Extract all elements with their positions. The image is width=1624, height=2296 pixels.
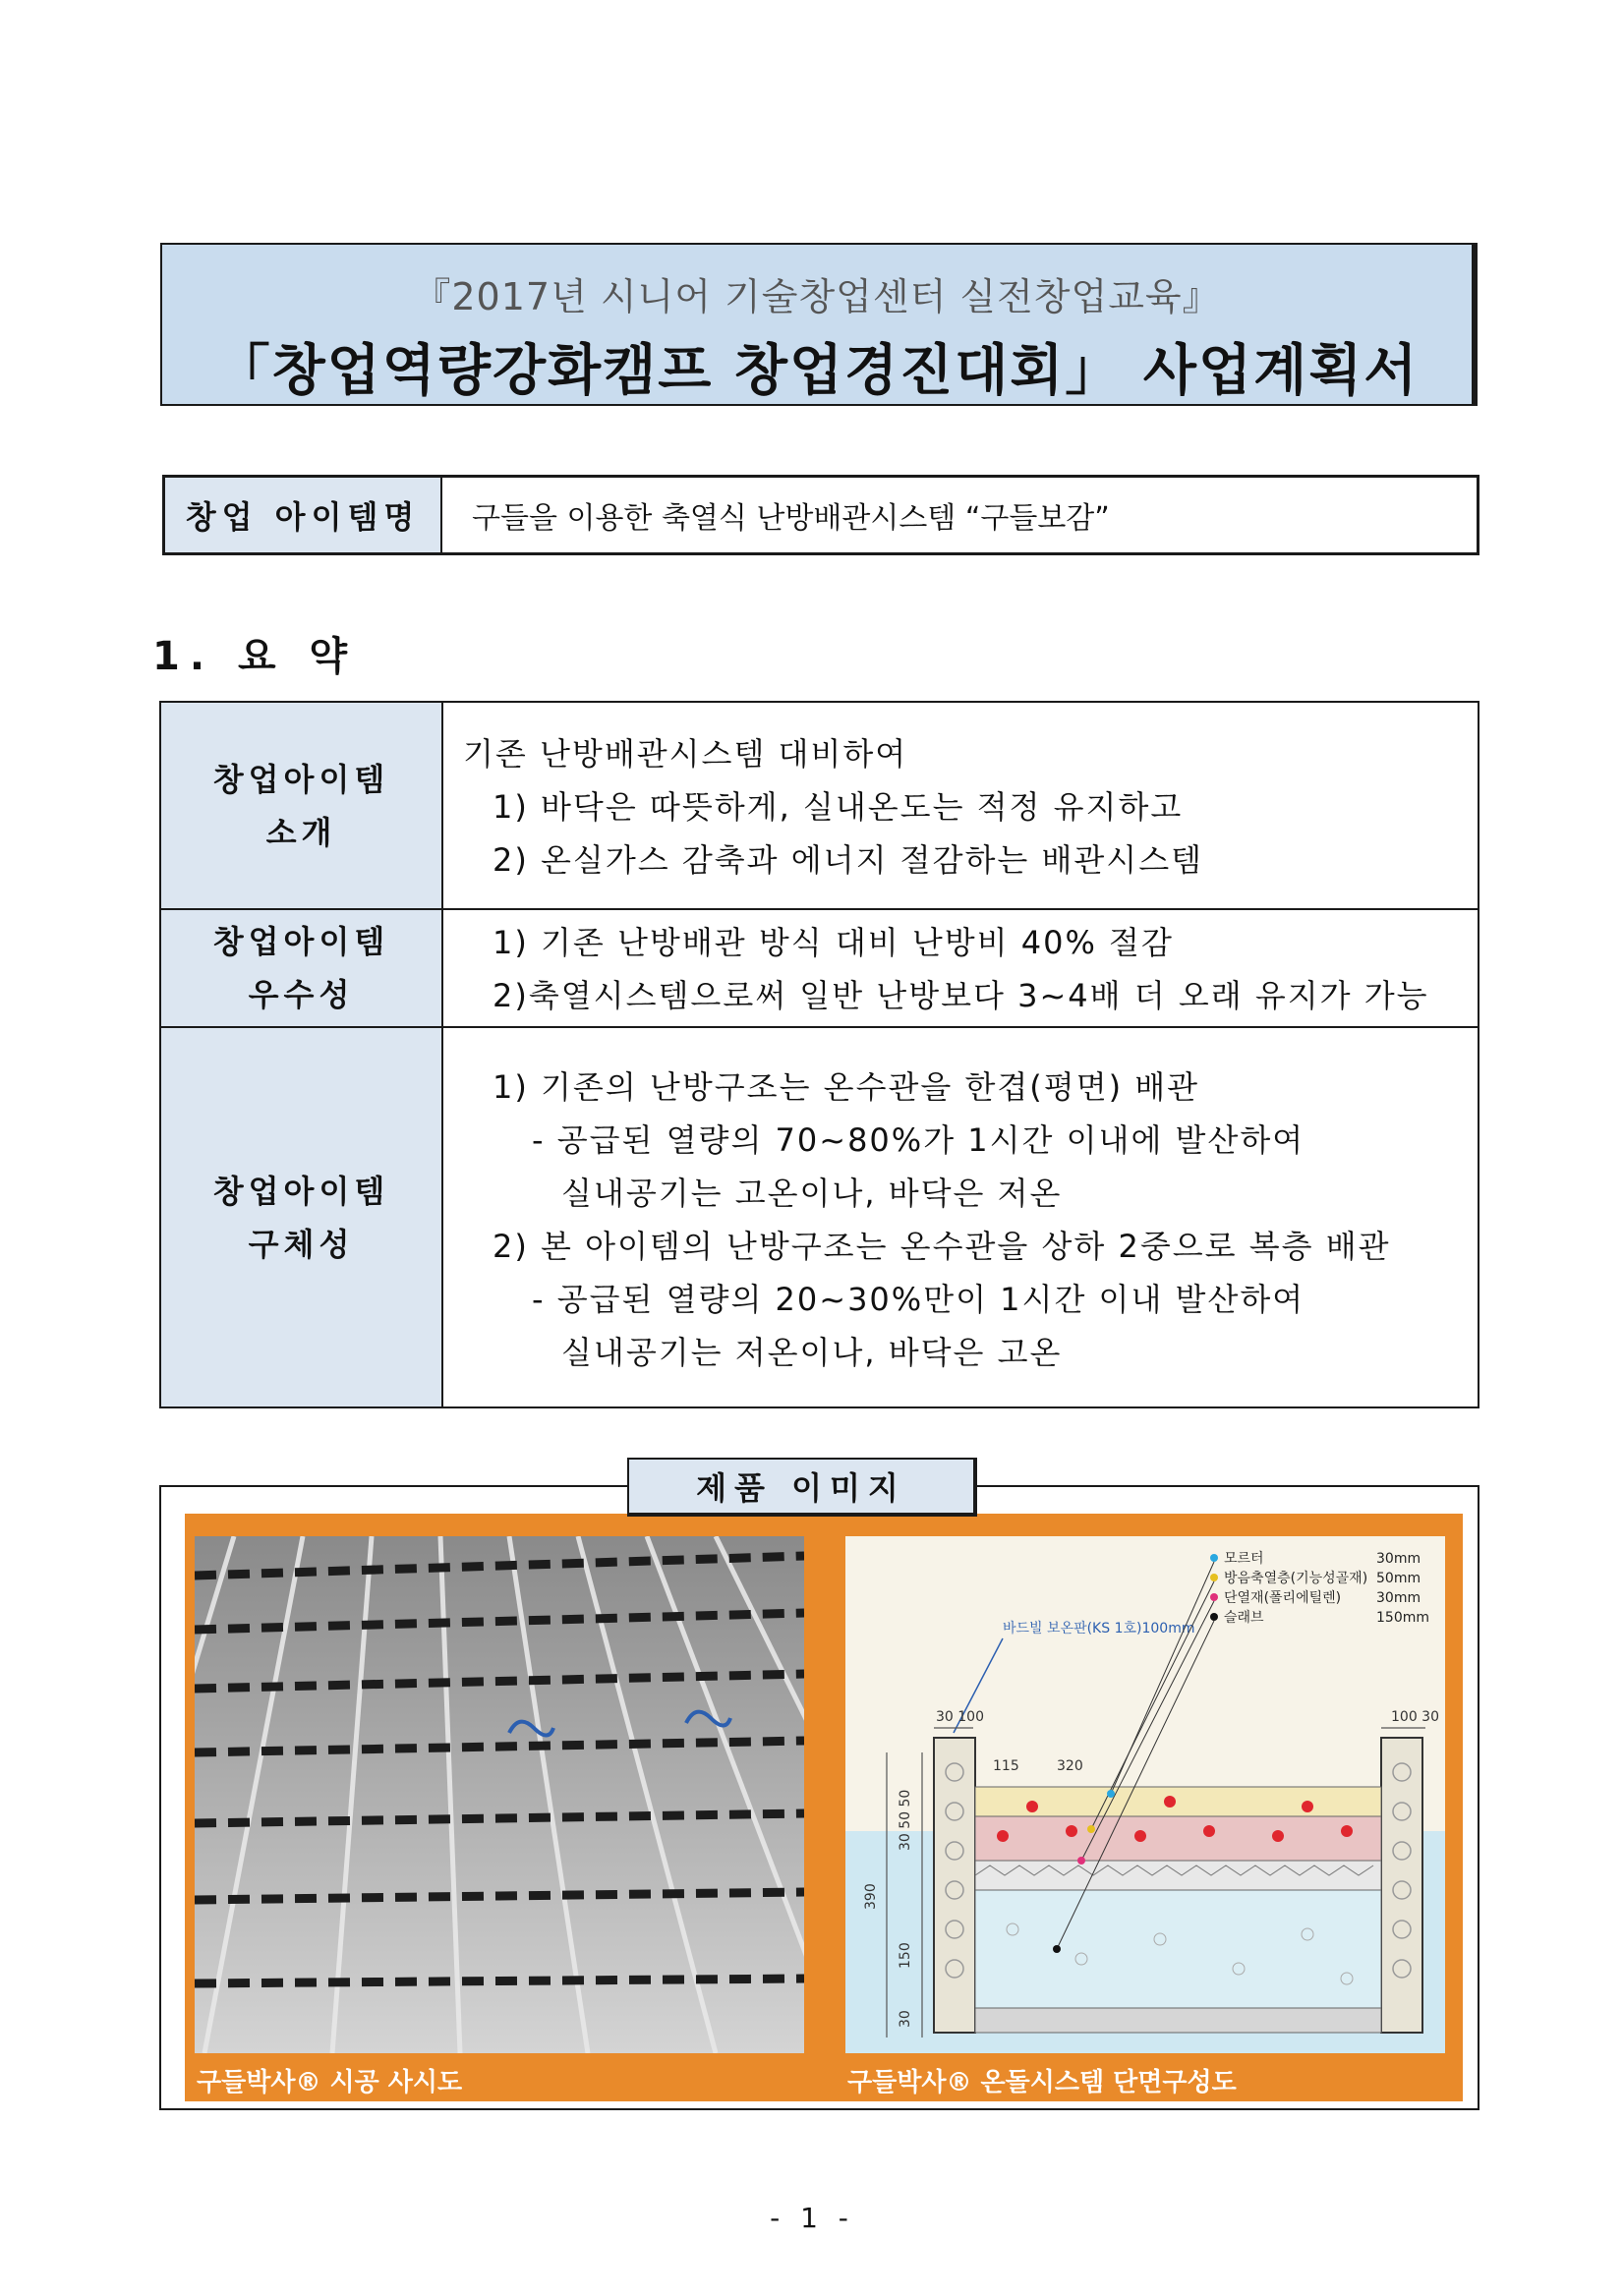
content-line: - 공급된 열량의 20~30%만이 1시간 이내 발산하여 xyxy=(532,1281,1305,1318)
diagram-caption: 구들박사® 온돌시스템 단면구성도 xyxy=(847,2068,1237,2097)
item-name-table xyxy=(162,475,1479,555)
legend-size: 30mm xyxy=(1376,1551,1421,1567)
legend-dot-mortar xyxy=(1210,1554,1218,1562)
legend-dot-slab xyxy=(1210,1613,1218,1621)
dim-320: 320 xyxy=(1057,1758,1083,1774)
row-label-line: 창업아이템 xyxy=(212,760,390,798)
dim-150: 150 xyxy=(898,1942,913,1969)
content-line: 실내공기는 저온이나, 바닥은 고온 xyxy=(561,1334,1063,1371)
content-line: 2)축열시스템으로써 일반 난방보다 3~4배 더 오래 유지가 가능 xyxy=(493,977,1429,1014)
content-line: 실내공기는 고온이나, 바닥은 저온 xyxy=(561,1175,1063,1212)
construction-photo-image xyxy=(195,1536,804,2053)
cross-section-diagram-image xyxy=(845,1536,1445,2053)
section-heading-summary: 1. 요 약 xyxy=(152,634,358,679)
row-label xyxy=(161,910,443,1026)
dim-390: 390 xyxy=(863,1883,879,1910)
row-label-line: 소개 xyxy=(265,813,337,851)
row-label-line: 창업아이템 xyxy=(212,923,390,960)
row-label-line: 우수성 xyxy=(248,976,355,1013)
document-title-box xyxy=(160,243,1478,406)
row-content xyxy=(443,703,1478,908)
row-label-line: 창업아이템 xyxy=(212,1172,390,1210)
summary-row-introduction xyxy=(161,703,1478,910)
content-line: 2) 본 아이템의 난방구조는 온수관을 상하 2중으로 복층 배관 xyxy=(493,1228,1391,1265)
content-line: 기존 난방배관시스템 대비하여 xyxy=(463,735,908,773)
legend-size: 30mm xyxy=(1376,1590,1421,1606)
row-label-line: 구체성 xyxy=(248,1225,355,1263)
legend-size: 150mm xyxy=(1376,1610,1429,1626)
construction-photo xyxy=(195,1536,804,2053)
photo-caption: 구들박사® 시공 사시도 xyxy=(197,2068,463,2097)
document-title: 「창업역량강화캠프 창업경진대회」 사업계획서 xyxy=(214,339,1420,403)
dim-115: 115 xyxy=(993,1758,1019,1774)
dim-30: 30 xyxy=(898,2010,913,2028)
row-content xyxy=(443,1028,1478,1406)
legend-name: 단열재(폴리에틸렌) xyxy=(1224,1590,1342,1606)
content-line: 1) 바닥은 따뜻하게, 실내온도는 적정 유지하고 xyxy=(493,788,1184,826)
row-label xyxy=(161,703,443,908)
row-content xyxy=(443,910,1478,1026)
legend-name: 모르터 xyxy=(1224,1551,1264,1567)
legend-size: 50mm xyxy=(1376,1571,1421,1586)
summary-row-specificity xyxy=(161,1028,1478,1406)
content-line: 1) 기존 난방배관 방식 대비 난방비 40% 절감 xyxy=(493,924,1174,961)
content-line: 2) 온실가스 감축과 에너지 절감하는 배관시스템 xyxy=(493,841,1204,879)
summary-table xyxy=(159,701,1479,1408)
dim-layers: 30 50 50 xyxy=(898,1789,913,1851)
page-number: - 1 - xyxy=(770,2202,854,2234)
cross-section-diagram xyxy=(845,1536,1445,2053)
legend-dot-insulation xyxy=(1210,1593,1218,1601)
legend-name: 방음축열층(기능성골재) xyxy=(1224,1571,1368,1586)
document-subtitle: 『2017년 시니어 기술창업센터 실전창업교육』 xyxy=(413,275,1221,318)
dim-top-right: 100 30 xyxy=(1391,1709,1439,1725)
row-label xyxy=(161,1028,443,1406)
board-label: 바드빌 보온판(KS 1호)100mm xyxy=(1003,1621,1195,1636)
content-line: - 공급된 열량의 70~80%가 1시간 이내에 발산하여 xyxy=(532,1121,1305,1159)
dim-top-left: 30 100 xyxy=(936,1709,984,1725)
item-name-label: 창업 아이템명 xyxy=(165,478,442,552)
legend-name: 슬래브 xyxy=(1224,1610,1264,1626)
product-image-label: 제품 이미지 xyxy=(627,1458,977,1517)
summary-row-excellence xyxy=(161,910,1478,1028)
item-name-value: 구들을 이용한 축열식 난방배관시스템 “구들보감” xyxy=(472,501,1110,536)
legend-dot-layer xyxy=(1210,1574,1218,1581)
content-line: 1) 기존의 난방구조는 온수관을 한겹(평면) 배관 xyxy=(493,1068,1200,1106)
